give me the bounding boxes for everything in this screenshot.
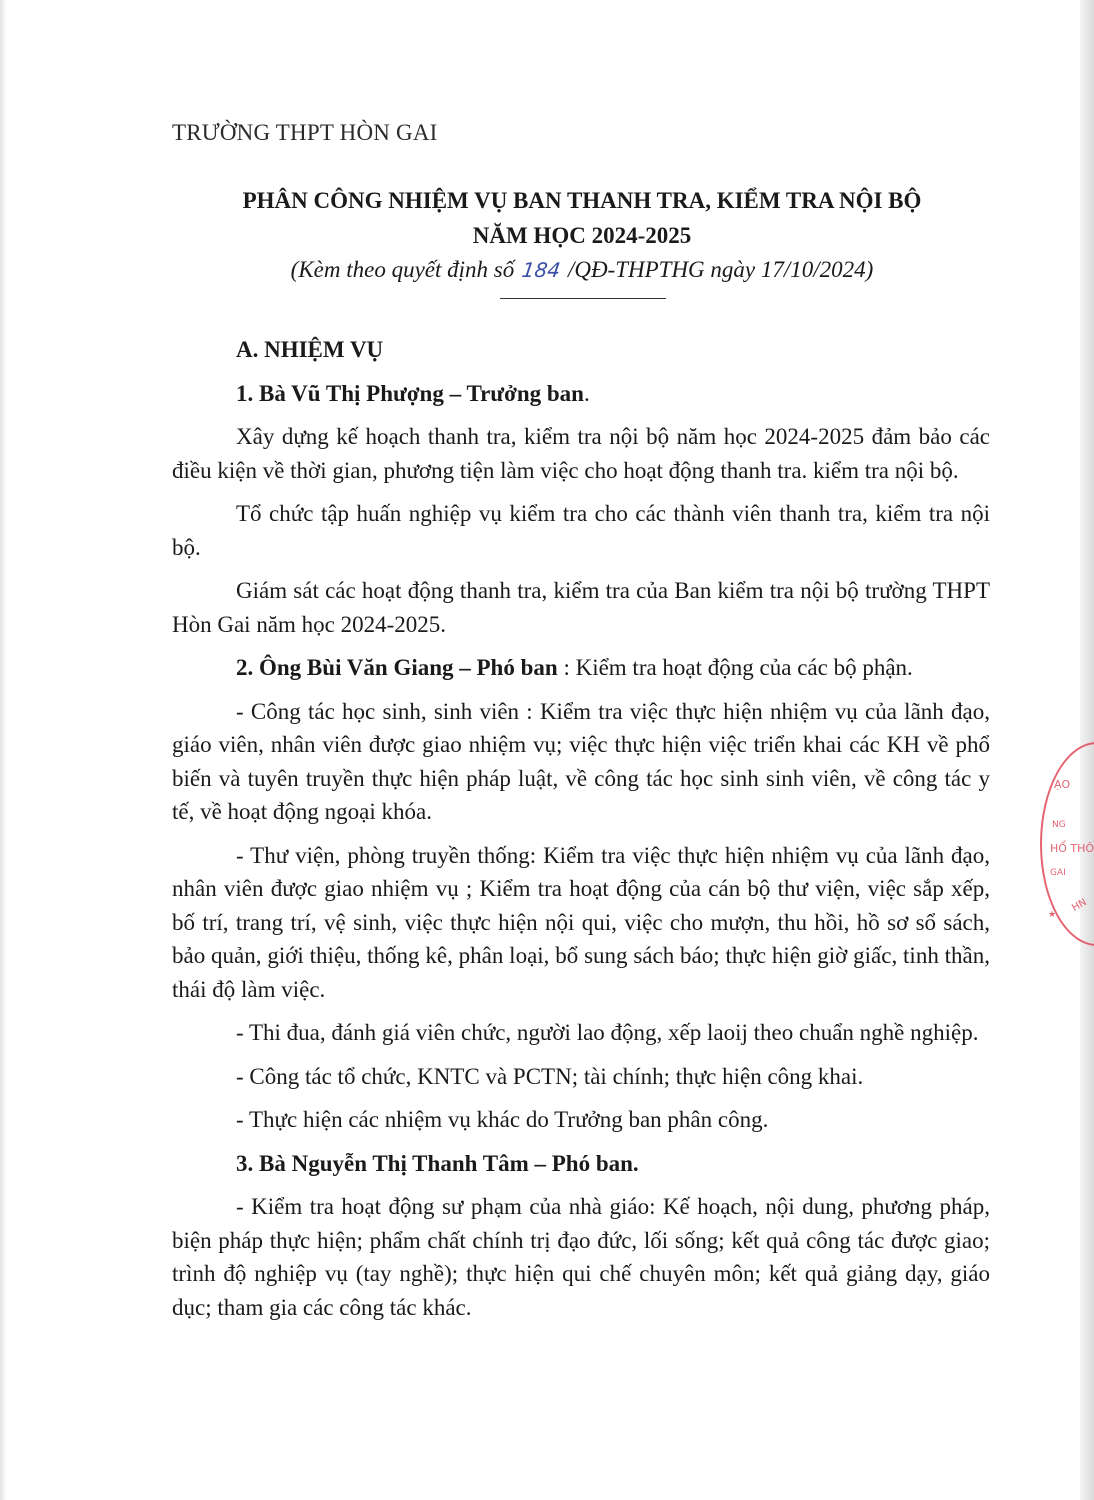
- document-subtitle: [0, 257, 1094, 283]
- member2-paragraph-1: - Công tác học sinh, sinh viên : Kiểm tra việc thực hiện nhiệm vụ của lãnh đạo, giáo viên, nhân viên được giao nhiệm vụ; việc thực hiện việc triển khai các KH về phổ biến và tuyên truyền thực hiện pháp luật, về công tác học sinh sinh viên, về công tác y tế, về hoạt động ngoại khóa.: [172, 698, 990, 824]
- member1-heading-text: 1. Bà Vũ Thị Phượng – Trưởng ban: [236, 380, 584, 406]
- document-title-line2: NĂM HỌC 2024-2025: [472, 223, 692, 248]
- red-seal-stamp: [1040, 742, 1094, 946]
- subtitle-suffix: /QĐ-THPTHG ngày 17/10/2024): [567, 257, 874, 282]
- stamp-text-1: ẠO: [1054, 778, 1071, 791]
- document-body: [172, 333, 990, 1334]
- member1-heading: [172, 377, 990, 411]
- title-underline: [500, 298, 666, 299]
- member2-paragraph-5: - Thực hiện các nhiệm vụ khác do Trưởng ban phân công.: [236, 1107, 769, 1132]
- member2-paragraph-4: - Công tác tổ chức, KNTC và PCTN; tài chính; thực hiện công khai.: [236, 1063, 864, 1089]
- member3-heading: 3. Bà Nguyễn Thị Thanh Tâm – Phó ban.: [236, 1150, 639, 1176]
- member1-paragraph-2: Tổ chức tập huấn nghiệp vụ kiểm tra cho các thành viên thanh tra, kiểm tra nội bộ.: [172, 501, 990, 560]
- member2-paragraph-2: - Thư viện, phòng truyền thống: Kiểm tra việc thực hiện nhiệm vụ của lãnh đạo, nhân viên được giao nhiệm vụ ; Kiểm tra hoạt động của cán bộ thư viện, việc sắp xếp, bố trí, trang trí, vệ sinh, việc thực hiện nội qui, việc cho mượn, thu hồi, hồ sơ sổ sách, bảo quản, giới thiệu, thống kê, phân loại, bổ sung sách báo; thực hiện giờ giấc, tinh thần, thái độ làm việc.: [172, 842, 990, 1002]
- member2-paragraph-3: - Thi đua, đánh giá viên chức, người lao động, xếp laoij theo chuẩn nghề nghiệp.: [236, 1020, 979, 1045]
- member2-heading: [172, 651, 990, 685]
- handwritten-decision-number: 184: [520, 258, 562, 282]
- section-a-heading: A. NHIỆM VỤ: [236, 337, 384, 362]
- stamp-star: ★: [1048, 910, 1057, 920]
- member2-heading-text: 2. Ông Bùi Văn Giang – Phó ban: [236, 655, 558, 680]
- member3-paragraph-1: - Kiểm tra hoạt động sư phạm của nhà giáo: Kế hoạch, nội dung, phương pháp, biện pháp thực hiện; phẩm chất chính trị đạo đức, lối sống; kết quả công tác được giao; trình độ nghiệp vụ (tay nghề); thực hiện qui chế chuyên môn; kết quả giảng dạy, giáo dục; tham gia các công tác khác.: [172, 1194, 990, 1320]
- stamp-text-2: NG: [1052, 820, 1066, 830]
- school-name: TRƯỜNG THPT HÒN GAI: [172, 120, 438, 145]
- member1-paragraph-3: Giám sát các hoạt động thanh tra, kiểm tra của Ban kiểm tra nội bộ trường THPT Hòn Gai năm học 2024-2025.: [172, 578, 990, 637]
- stamp-text-3: HỔ THÔ: [1050, 842, 1094, 855]
- stamp-text-5: HN: [1070, 896, 1089, 915]
- document-title-line1: PHÂN CÔNG NHIỆM VỤ BAN THANH TRA, KIỂM TRA NỘI BỘ: [242, 188, 922, 213]
- stamp-text-4: GAI: [1050, 868, 1066, 878]
- subtitle-prefix: (Kèm theo quyết định số: [290, 257, 515, 282]
- member1-paragraph-1: Xây dựng kế hoạch thanh tra, kiểm tra nội bộ năm học 2024-2025 đảm bảo các điều kiện về thời gian, phương tiện làm việc cho hoạt động thanh tra. kiểm tra nội bộ.: [172, 424, 990, 483]
- member1-heading-end: .: [583, 380, 590, 406]
- member2-heading-rest: : Kiểm tra hoạt động của các bộ phận.: [557, 655, 913, 680]
